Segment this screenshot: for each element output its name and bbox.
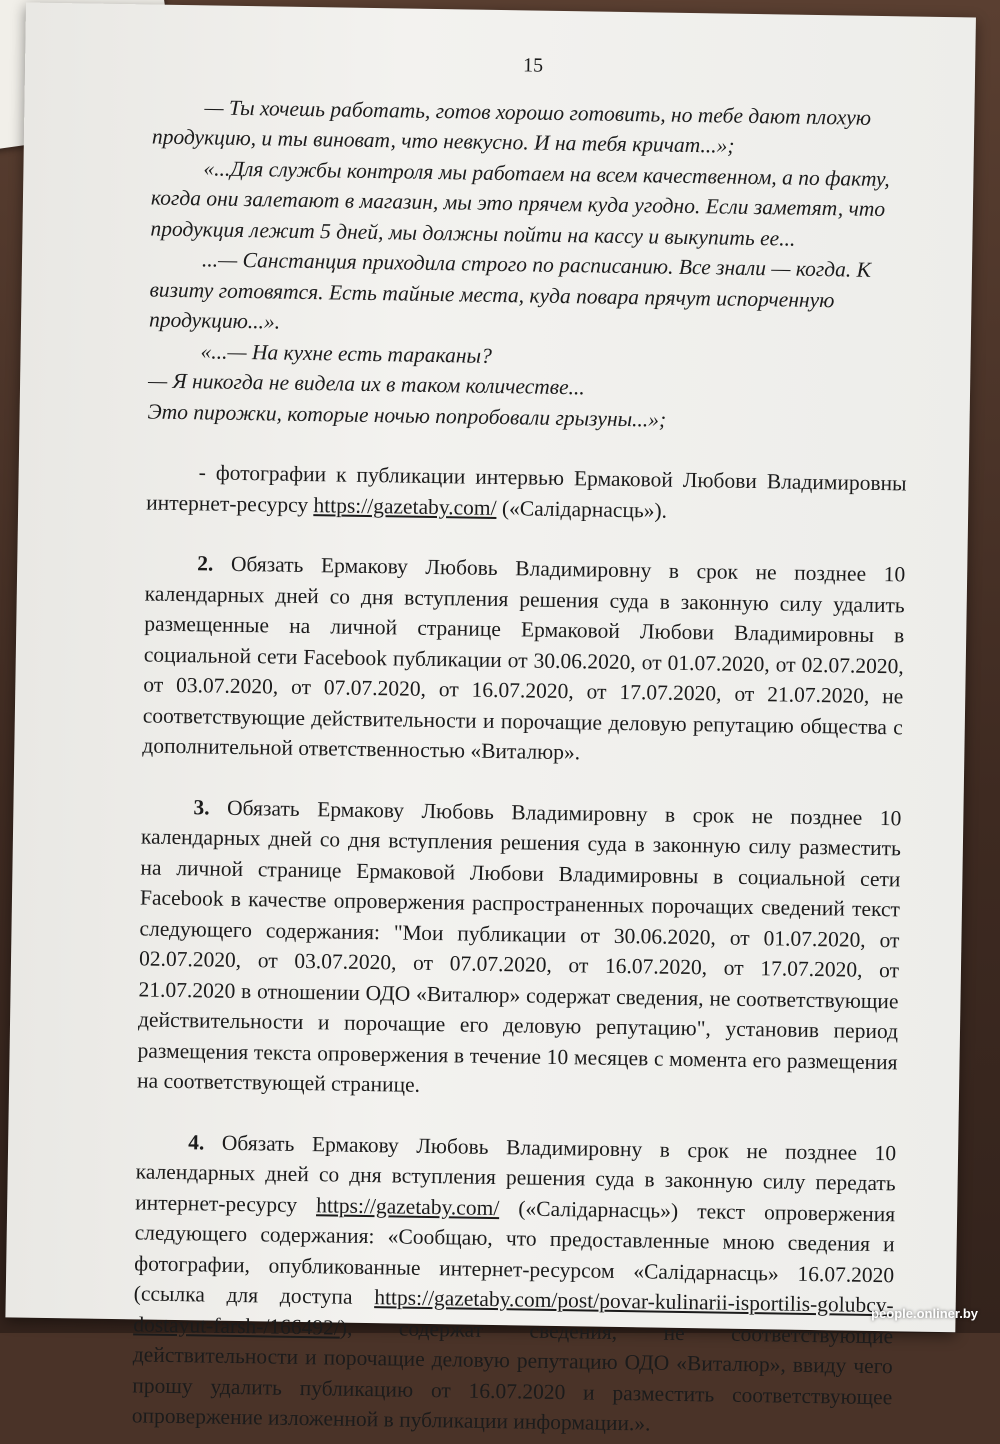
underlying-sheet-text <box>75 0 148 1</box>
quote-line: ...— Санстанция приходила строго по расписанию. Все знали — когда. К визиту готовятся. Есть тайные места, куда повара прячут испорченную продукцию...». <box>148 247 872 334</box>
article-link[interactable]: https://gazetaby.com/post/povar-kulinarii-isportilis-golubcy-dostayut-farsh-/166492/ <box>133 1285 894 1340</box>
photos-item <box>146 456 907 529</box>
item-number: 4. <box>187 1129 205 1154</box>
photos-item-text: - фотографии к публикации интервью Ермаковой Любови Владимировны интернет-ресурсу <box>146 460 907 517</box>
page-content <box>132 45 914 1443</box>
item-4 <box>132 1126 897 1443</box>
watermark: people.onliner.by <box>871 1306 978 1321</box>
item-number: 2. <box>197 551 214 576</box>
underlying-fragment <box>75 0 123 1</box>
item-text: («Салідарнасць») текст опровержения следующего содержания: «Сообщаю, что предоставленные мною сведения и фотографии, опубликованные интернет-ресурсом «Салідарнасць» 16.07.2020 (ссылка для доступа <box>133 1195 896 1310</box>
quote-line: «...— На кухне есть тараканы? <box>200 338 493 368</box>
document-page <box>5 3 976 1436</box>
item-number: 3. <box>193 794 210 820</box>
item-3 <box>137 791 902 1108</box>
quote-line: Это пирожки, которые ночью попробовали грызуны...»; <box>147 399 667 432</box>
page-number: 15 <box>522 54 544 77</box>
quote-line: — Я никогда не видела их в таком количестве... <box>147 368 585 400</box>
item-text: Обязать Ермакову Любовь Владимировну в срок не позднее 10 календарных дней со дня вступления решения суда в законную силу разместить на личной странице Ермаковой Любови Владимировны в социальной сети Facebook в качестве опровержения распространенных порочащих сведений текст следующего содержания: "Мои публикации от 30.06.2020, от 01.07.2020, от 02.07.2020, от 03.07.2020, от 07.07.2020, от 16.07.2020, от 17.07.2020, от 21.07.2020 в отношении ОДО «Виталюр» содержат сведения, не соответствующие действительности и порочащие его деловую репутацию", установив период размещения текста опровержения в течение 10 месяцев с момента его размещения на соответствующей странице. <box>136 795 902 1097</box>
item-text: Обязать Ермакову Любовь Владимировну в срок не позднее 10 календарных дней со дня вступления решения суда в законную силу передать интернет-ресурсу <box>135 1130 897 1217</box>
quote-line: — Ты хочешь работать, готов хорошо готовить, но тебе дают плохую продукцию, и ты виноват, что невкусно. И на тебя кричат...»; <box>151 94 872 158</box>
item-text: ), содержат сведения, не соответствующие действительности и порочащие деловую репутацию ОДО «Виталюр», ввиду чего прошу удалить публикацию от 16.07.2020 и разместить соответствующее опровержение изложенной в публикации информации.». <box>131 1315 894 1436</box>
gazetaby-link[interactable]: https://gazetaby.com/ <box>316 1192 500 1220</box>
quote-line: «...Для службы контроля мы работаем на всем качественном, а по факту, когда они залетают в магазин, мы это прячем куда угодно. Если заметят, что продукция лежит 5 дней, мы должны пойти на кассу и выкупить ее... <box>150 155 890 251</box>
item-2 <box>142 547 905 772</box>
item-text: Обязать Ермакову Любовь Владимировну в срок не позднее 10 календарных дней со дня вступления решения суда в законную силу удалить размещенные на личной странице Ермаковой Любови Владимировны в социальной сети Facebook публикации от 30.06.2020, от 01.07.2020, от 02.07.2020, от 03.07.2020, от 07.07.2020, от 16.07.2020, от 17.07.2020, от 21.07.2020, не соответствующие действительности и порочащие деловую репутацию общества с дополнительной ответственностью «Виталюр». <box>142 551 906 765</box>
gazetaby-link[interactable]: https://gazetaby.com/ <box>313 492 497 520</box>
photos-item-text: («Салідарнасць»). <box>496 495 668 523</box>
